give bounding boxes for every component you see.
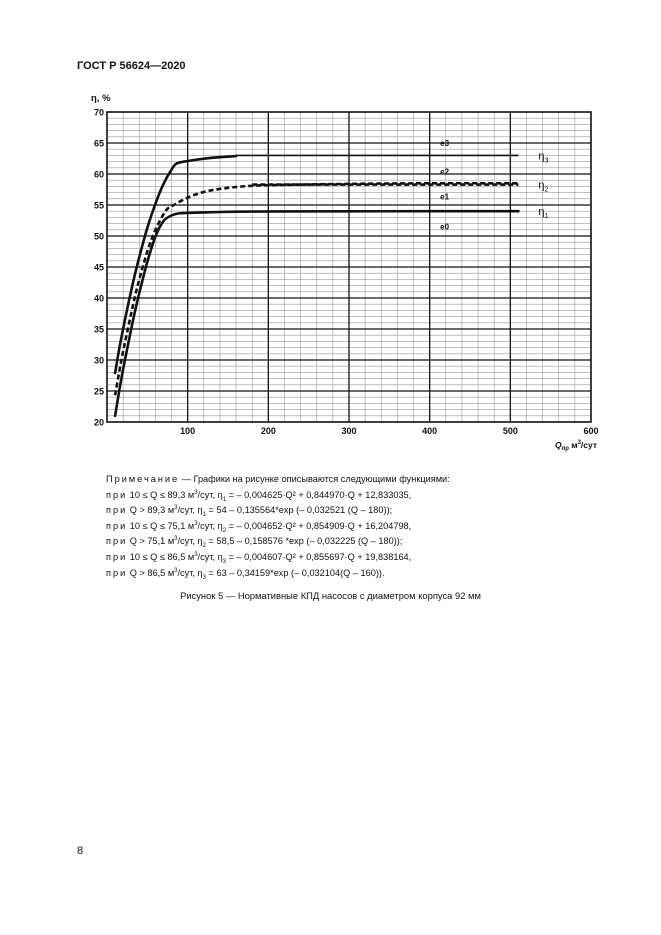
note-line-condition: 10 ≤ Q ≤ 86,5 м xyxy=(129,551,195,562)
note-line-formula: = 54 – 0,135564*exp (– 0,032521 (Q – 180)); xyxy=(206,505,393,516)
x-tick-label: 300 xyxy=(341,426,357,436)
note-line xyxy=(106,534,450,550)
y-tick-label: 50 xyxy=(93,231,104,242)
note-label: Примечание xyxy=(106,474,180,484)
y-tick-label: 30 xyxy=(93,355,104,366)
note-line xyxy=(106,488,450,504)
series-label-eta2: $\eta_2$ xyxy=(538,179,549,194)
annotation-label: e0 xyxy=(440,222,450,232)
y-tick-label: 60 xyxy=(93,169,104,180)
note-line-condition: 10 ≤ Q ≤ 75,1 м xyxy=(129,520,195,531)
note-line-unit: /сут, η xyxy=(177,536,203,547)
series-label-eta1: $\eta_1$ xyxy=(538,206,549,221)
note-line-condition: Q > 86,5 м xyxy=(129,567,175,578)
note-line-condition: Q > 75,1 м xyxy=(129,536,175,547)
note-line-unit-power: 3 xyxy=(174,567,178,574)
x-tick-label: 400 xyxy=(422,426,438,436)
note-line-unit-power: 3 xyxy=(174,536,178,543)
note-line-unit: /сут, η xyxy=(197,551,223,562)
y-tick-label: 65 xyxy=(93,138,104,149)
note-line-unit-power: 3 xyxy=(194,551,198,558)
note-line-formula: = 58,5 – 0,158576 *exp (– 0,032225 (Q – 180)); xyxy=(206,536,403,547)
note-line-prefix: при xyxy=(106,489,128,500)
note-line-unit: /сут, η xyxy=(177,505,203,516)
note-line-formula: = – 0,004652·Q² + 0,854909·Q + 16,204798, xyxy=(226,520,412,531)
y-tick-label: 45 xyxy=(93,262,104,273)
note-line-condition: 10 ≤ Q ≤ 89,3 м xyxy=(129,489,195,500)
note-line xyxy=(106,519,450,535)
note-line-prefix: при xyxy=(106,505,128,516)
annotation-label: e1 xyxy=(440,192,450,202)
page-number: 8 xyxy=(77,845,84,857)
annotation-label: e2 xyxy=(440,167,450,177)
series-label-eta3: $\eta_3$ xyxy=(538,150,549,165)
note-line xyxy=(106,550,450,566)
major-grid xyxy=(107,112,591,422)
annotation-label: e3 xyxy=(440,139,450,148)
note-line-unit-power: 3 xyxy=(174,505,178,512)
efficiency-chart xyxy=(0,0,661,460)
note-line-condition: Q > 89,3 м xyxy=(129,505,175,516)
note-line-prefix: при xyxy=(106,520,128,531)
note-line-eta-index: 3 xyxy=(222,558,227,565)
note-line-eta-index: 1 xyxy=(202,512,206,519)
figure-caption: Рисунок 5 — Нормативные КПД насосов с диаметром корпуса 92 мм xyxy=(180,590,481,601)
x-tick-label: 200 xyxy=(260,426,276,436)
y-tick-label: 70 xyxy=(93,107,104,118)
note-line-prefix: при xyxy=(106,567,128,578)
note-line-unit-power: 3 xyxy=(194,520,198,527)
note-line-eta-index: 2 xyxy=(222,527,227,534)
y-tick-label: 20 xyxy=(93,417,104,428)
y-axis-label: η, % xyxy=(91,93,111,104)
y-tick-label: 35 xyxy=(93,324,104,335)
note-heading xyxy=(106,472,450,488)
x-tick-label: 100 xyxy=(180,426,196,436)
note-lines xyxy=(106,488,450,582)
note-line-unit: /сут, η xyxy=(197,520,223,531)
y-tick-label: 25 xyxy=(93,386,104,397)
note-intro: — Графики на рисунке описываются следующими функциями: xyxy=(179,474,450,484)
note-line xyxy=(106,566,450,582)
y-tick-label: 40 xyxy=(93,293,104,304)
note-line-prefix: при xyxy=(106,536,128,547)
x-axis-label: $Q_{пр}$ $м^3$/сут xyxy=(555,440,598,452)
note-line-unit: /сут, η xyxy=(197,489,223,500)
note-line-eta-index: 2 xyxy=(202,543,206,550)
note-line-prefix: при xyxy=(106,551,128,562)
x-tick-label: 500 xyxy=(502,426,518,436)
note-line-eta-index: 3 xyxy=(202,574,206,581)
note-line-formula: = – 0,004607·Q² + 0,855697·Q + 19,838164, xyxy=(226,551,412,562)
y-tick-label: 55 xyxy=(93,200,104,211)
note-line-eta-index: 1 xyxy=(222,496,227,503)
note-line xyxy=(106,503,450,519)
note-line-formula: = 63 – 0,34159*exp (– 0,032104(Q – 160)). xyxy=(206,567,385,578)
document-header: ГОСТ Р 56624—2020 xyxy=(77,60,186,72)
note-block xyxy=(106,472,450,581)
note-line-unit-power: 3 xyxy=(194,489,198,496)
x-tick-label: 600 xyxy=(583,426,599,436)
note-line-unit: /сут, η xyxy=(177,567,203,578)
note-line-formula: = – 0,004625·Q² + 0,844970·Q + 12,833035, xyxy=(226,489,412,500)
